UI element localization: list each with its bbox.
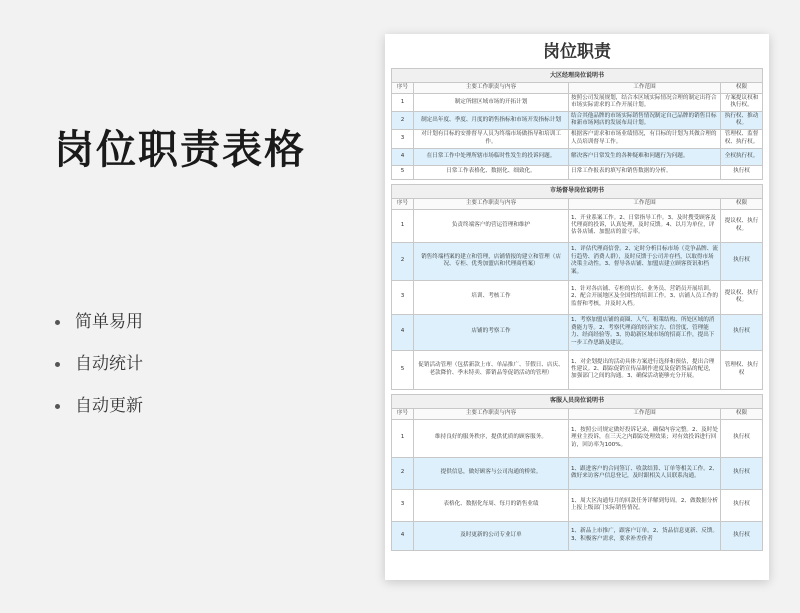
document-title: 岗位职责: [543, 42, 611, 62]
cell-scope: 1、考察加盟店铺的商圈、人气、租策结构、所处区域的消费能力等。2、考察代理商的经济实力、信誉度、管理能力、经商经验等。3、协助新区域市场的招商工作，提出下一步工作思路及建议。: [569, 314, 721, 350]
cell-scope: 1、新品上市推广，跟客户订单。2、货品信息更新、反馈。3、积极客户需求，要求补差价者: [569, 521, 721, 550]
cell-scope: 1、对企划提出的活动具体方案进行选择和预估，提出合理性建议。2、跟踪促销宣传品制作进度及促销货品的配送，加强部门之间的沟通。3、确保活动能够充分开展。: [569, 350, 721, 389]
column-header: 权限: [721, 198, 763, 209]
cell-duty: 培训、考核工作: [414, 280, 569, 314]
cell-scope: 日常工作报表的填写和销售数据的分析。: [569, 165, 721, 179]
table-row: [392, 94, 763, 112]
cell-duty: 制定出年度、季度、月度的销售指标和市场开发指标计划: [414, 111, 569, 129]
table-row: [392, 521, 763, 550]
table-row: [392, 129, 763, 148]
column-header: 工作范围: [569, 83, 721, 94]
cell-scope: 按照公司发展规划，结合本区域实际情况合理的制定出符合市场实际需求的工作开展计划。: [569, 94, 721, 112]
column-header-row: [392, 198, 763, 209]
cell-no: 5: [392, 165, 414, 179]
cell-authority: 提议权、执行权。: [721, 209, 763, 242]
column-header: 主要工作职责与内容: [414, 83, 569, 94]
section-title: 客服人员岗位说明书: [392, 394, 763, 408]
cell-authority: 执行权: [721, 489, 763, 521]
table-row: [392, 489, 763, 521]
table-row: [392, 148, 763, 165]
cell-authority: 执行权: [721, 521, 763, 550]
cell-no: 4: [392, 521, 414, 550]
section-table: [391, 184, 763, 390]
cell-authority: 执行权: [721, 165, 763, 179]
cell-authority: 全权执行权。: [721, 148, 763, 165]
section-table: [391, 394, 763, 551]
page-fade: [385, 566, 769, 580]
section-title: 市场督导岗位说明书: [392, 184, 763, 198]
column-header: 序号: [392, 83, 414, 94]
cell-no: 3: [392, 129, 414, 148]
cell-no: 3: [392, 280, 414, 314]
feature-item: 简单易用: [55, 310, 143, 352]
section-title-row: [392, 394, 763, 408]
cell-authority: 管理权、执行权: [721, 350, 763, 389]
table-row: [392, 209, 763, 242]
cell-scope: 1、周大区沟通每月的回款任务详解到每周。2、做数据分析上报上级部门实际销售情况。: [569, 489, 721, 521]
cell-authority: 执行权: [721, 242, 763, 280]
cell-no: 1: [392, 94, 414, 112]
cell-scope: 根据客户需求和市场业绩情况，有目标的计划为其做合理的人员培训督导工作。: [569, 129, 721, 148]
feature-item: 自动更新: [55, 394, 143, 436]
cell-no: 1: [392, 209, 414, 242]
hero-title: 岗位职责表格: [54, 127, 306, 173]
cell-duty: 日常工作表格化、数据化、细致化。: [414, 165, 569, 179]
cell-scope: 解决客户日常发生的各种疑难和问题行为问题。: [569, 148, 721, 165]
cell-duty: 制定所辖区域市场的开拓计划: [414, 94, 569, 112]
job-description-tables: [391, 68, 763, 551]
cell-authority: 管理权、监督权、执行权。: [721, 129, 763, 148]
cell-duty: 促销活动管理（包括新款上市、单品推广、节假日、店庆、老款降价、季末特卖、滞销品等促销活动的管理）: [414, 350, 569, 389]
column-header: 序号: [392, 198, 414, 209]
document-preview: [385, 34, 769, 580]
cell-duty: 及时更新的公司专业订单: [414, 521, 569, 550]
cell-duty: 销售终端档案的建立和管理，店铺情报的建立和管理（店况、专柜、优秀加盟店和代理商档案）: [414, 242, 569, 280]
section-title: 大区经理岗位说明书: [392, 69, 763, 83]
cell-duty: 负责终端客户的营运管理和维护: [414, 209, 569, 242]
cell-duty: 提供信息，做好顾客与公司沟通的桥梁。: [414, 457, 569, 489]
cell-duty: 店铺的考察工作: [414, 314, 569, 350]
cell-duty: 表格化、数据化每周、每月的销售业绩: [414, 489, 569, 521]
table-row: [392, 419, 763, 457]
cell-scope: 结合其他品牌的市场实际销售情况制定自己品牌的销售目标和新市场网店的发展布局计划。: [569, 111, 721, 129]
feature-list: [55, 310, 143, 436]
section-title-row: [392, 184, 763, 198]
cell-authority: 执行权、推动权。: [721, 111, 763, 129]
table-row: [392, 314, 763, 350]
cell-scope: 1、按照公司规定做好投诉记录，确保内容完整。2、及时处理业主投诉，在三天之内跟踪处理效果；对有效投诉进行回访，回访率为100%。: [569, 419, 721, 457]
column-header: 权限: [721, 408, 763, 419]
cell-no: 4: [392, 148, 414, 165]
cell-scope: 1、针对各店铺、专柜的店长、业务员、营销员开展培训。2、配合开展地区及全国性的培训工作。3、店铺人员工作的监督和考核，并及时入档。: [569, 280, 721, 314]
cell-scope: 1、开业系案工作。2、日常指导工作。3、及时搜受顾客及代理商的投诉，认真处理，及时反馈。4、以月为单位，评估各店铺、加盟店的盈亏率。: [569, 209, 721, 242]
cell-scope: 1、跟进客户的合同签订、收款结算、订单等相关工作。2、做好来访客户信息登记，及时跟相关人员联系沟通。: [569, 457, 721, 489]
cell-no: 4: [392, 314, 414, 350]
cell-duty: 维持良好的服务秩序，提供优质的顾客服务。: [414, 419, 569, 457]
cell-authority: 执行权: [721, 314, 763, 350]
column-header-row: [392, 408, 763, 419]
table-row: [392, 165, 763, 179]
cell-authority: 方案提议权和执行权。: [721, 94, 763, 112]
column-header: 工作范围: [569, 408, 721, 419]
table-row: [392, 280, 763, 314]
column-header-row: [392, 83, 763, 94]
cell-no: 2: [392, 111, 414, 129]
cell-no: 2: [392, 457, 414, 489]
cell-no: 5: [392, 350, 414, 389]
column-header: 主要工作职责与内容: [414, 408, 569, 419]
cell-duty: 对计划有目标的安排督导人员为终端市场做指导和培训工作。: [414, 129, 569, 148]
cell-duty: 在日常工作中处理所辖市场临时性发生的投诉问题。: [414, 148, 569, 165]
cell-authority: 提议权、执行权。: [721, 280, 763, 314]
feature-item: 自动统计: [55, 352, 143, 394]
table-row: [392, 111, 763, 129]
cell-scope: 1、评估代理商信誉。2、定时分析目标市场（竞争品牌、流行趋势、消费人群），及时反馈于公司并存档，以取得市场决策主动性。3、督导各店铺、加盟店建立顾客资讯和档案。: [569, 242, 721, 280]
cell-authority: 执行权: [721, 419, 763, 457]
column-header: 主要工作职责与内容: [414, 198, 569, 209]
table-row: [392, 457, 763, 489]
table-row: [392, 242, 763, 280]
cell-no: 3: [392, 489, 414, 521]
column-header: 工作范围: [569, 198, 721, 209]
column-header: 权限: [721, 83, 763, 94]
cell-no: 2: [392, 242, 414, 280]
column-header: 序号: [392, 408, 414, 419]
section-table: [391, 68, 763, 180]
cell-no: 1: [392, 419, 414, 457]
section-title-row: [392, 69, 763, 83]
cell-authority: 执行权: [721, 457, 763, 489]
table-row: [392, 350, 763, 389]
